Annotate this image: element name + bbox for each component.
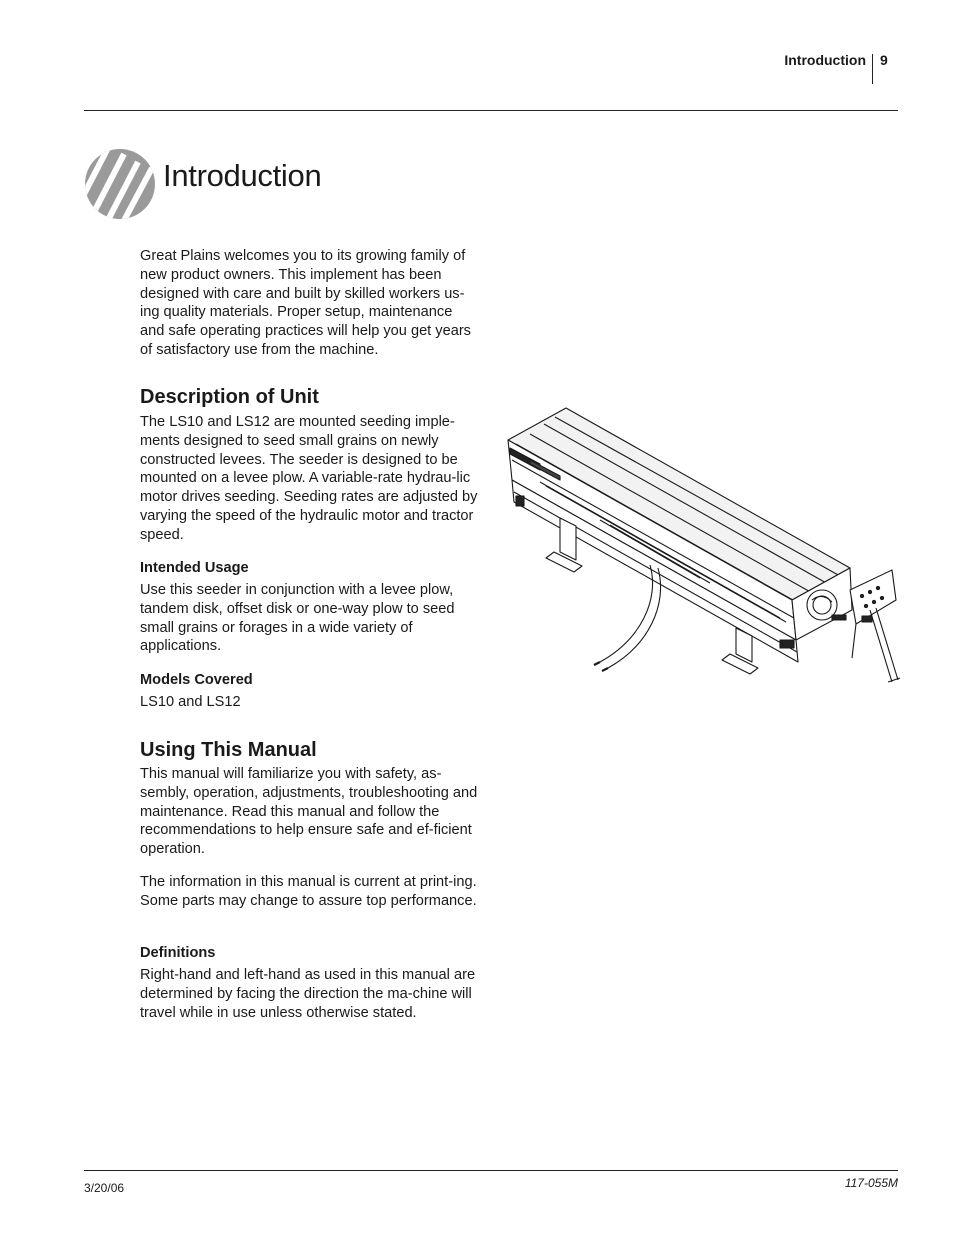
- models-covered-heading: Models Covered: [140, 672, 253, 688]
- using-manual-paragraph: This manual will familiarize you with safety, as-sembly, operation, adjustments, troubleshooting and maintenance. Read this manual and follow the recommendations to help ensure safe and ef-ficient operation.: [140, 766, 478, 858]
- footer-rule: [84, 1170, 898, 1171]
- page-number: 9: [880, 52, 888, 68]
- intro-paragraph: Great Plains welcomes you to its growing family of new product owners. This implement has been designed with care and built by skilled workers us-ing quality materials. Proper setup, maintenance and safe operating practices will help you get years of satisfactory use from the machine.: [140, 248, 471, 358]
- models-covered-paragraph: LS10 and LS12: [140, 694, 241, 710]
- definitions-paragraph: Right-hand and left-hand as used in this manual are determined by facing the direction the ma-chine will travel while in use unless otherwise stated.: [140, 967, 476, 1021]
- page-title: Introduction: [163, 158, 322, 193]
- intended-usage-heading: Intended Usage: [140, 560, 249, 576]
- header-divider: [872, 54, 873, 84]
- running-header-section: Introduction: [784, 52, 866, 68]
- header-rule: [84, 110, 898, 111]
- using-manual-heading: Using This Manual: [140, 739, 317, 761]
- manual-currency-paragraph: The information in this manual is current at print-ing. Some parts may change to assure top performance.: [140, 874, 477, 909]
- description-heading: Description of Unit: [140, 386, 319, 408]
- great-plains-logo-icon: [84, 148, 156, 220]
- seeder-illustration: [500, 400, 900, 690]
- description-paragraph: The LS10 and LS12 are mounted seeding imple-ments designed to seed small grains on newly constructed levees. The seeder is designed to be mounted on a levee plow. A variable-rate hydrau-lic motor drives seeding. Seeding rates are adjusted by varying the speed of the hydraulic motor and tractor speed.: [140, 414, 478, 543]
- footer-document-number: 117-055M: [844, 1176, 898, 1190]
- footer-date: 3/20/06: [84, 1181, 125, 1195]
- intended-usage-paragraph: Use this seeder in conjunction with a levee plow, tandem disk, offset disk or one-way plow to seed small grains or forages in a wide variety of applications.: [140, 582, 455, 655]
- definitions-heading: Definitions: [140, 945, 216, 961]
